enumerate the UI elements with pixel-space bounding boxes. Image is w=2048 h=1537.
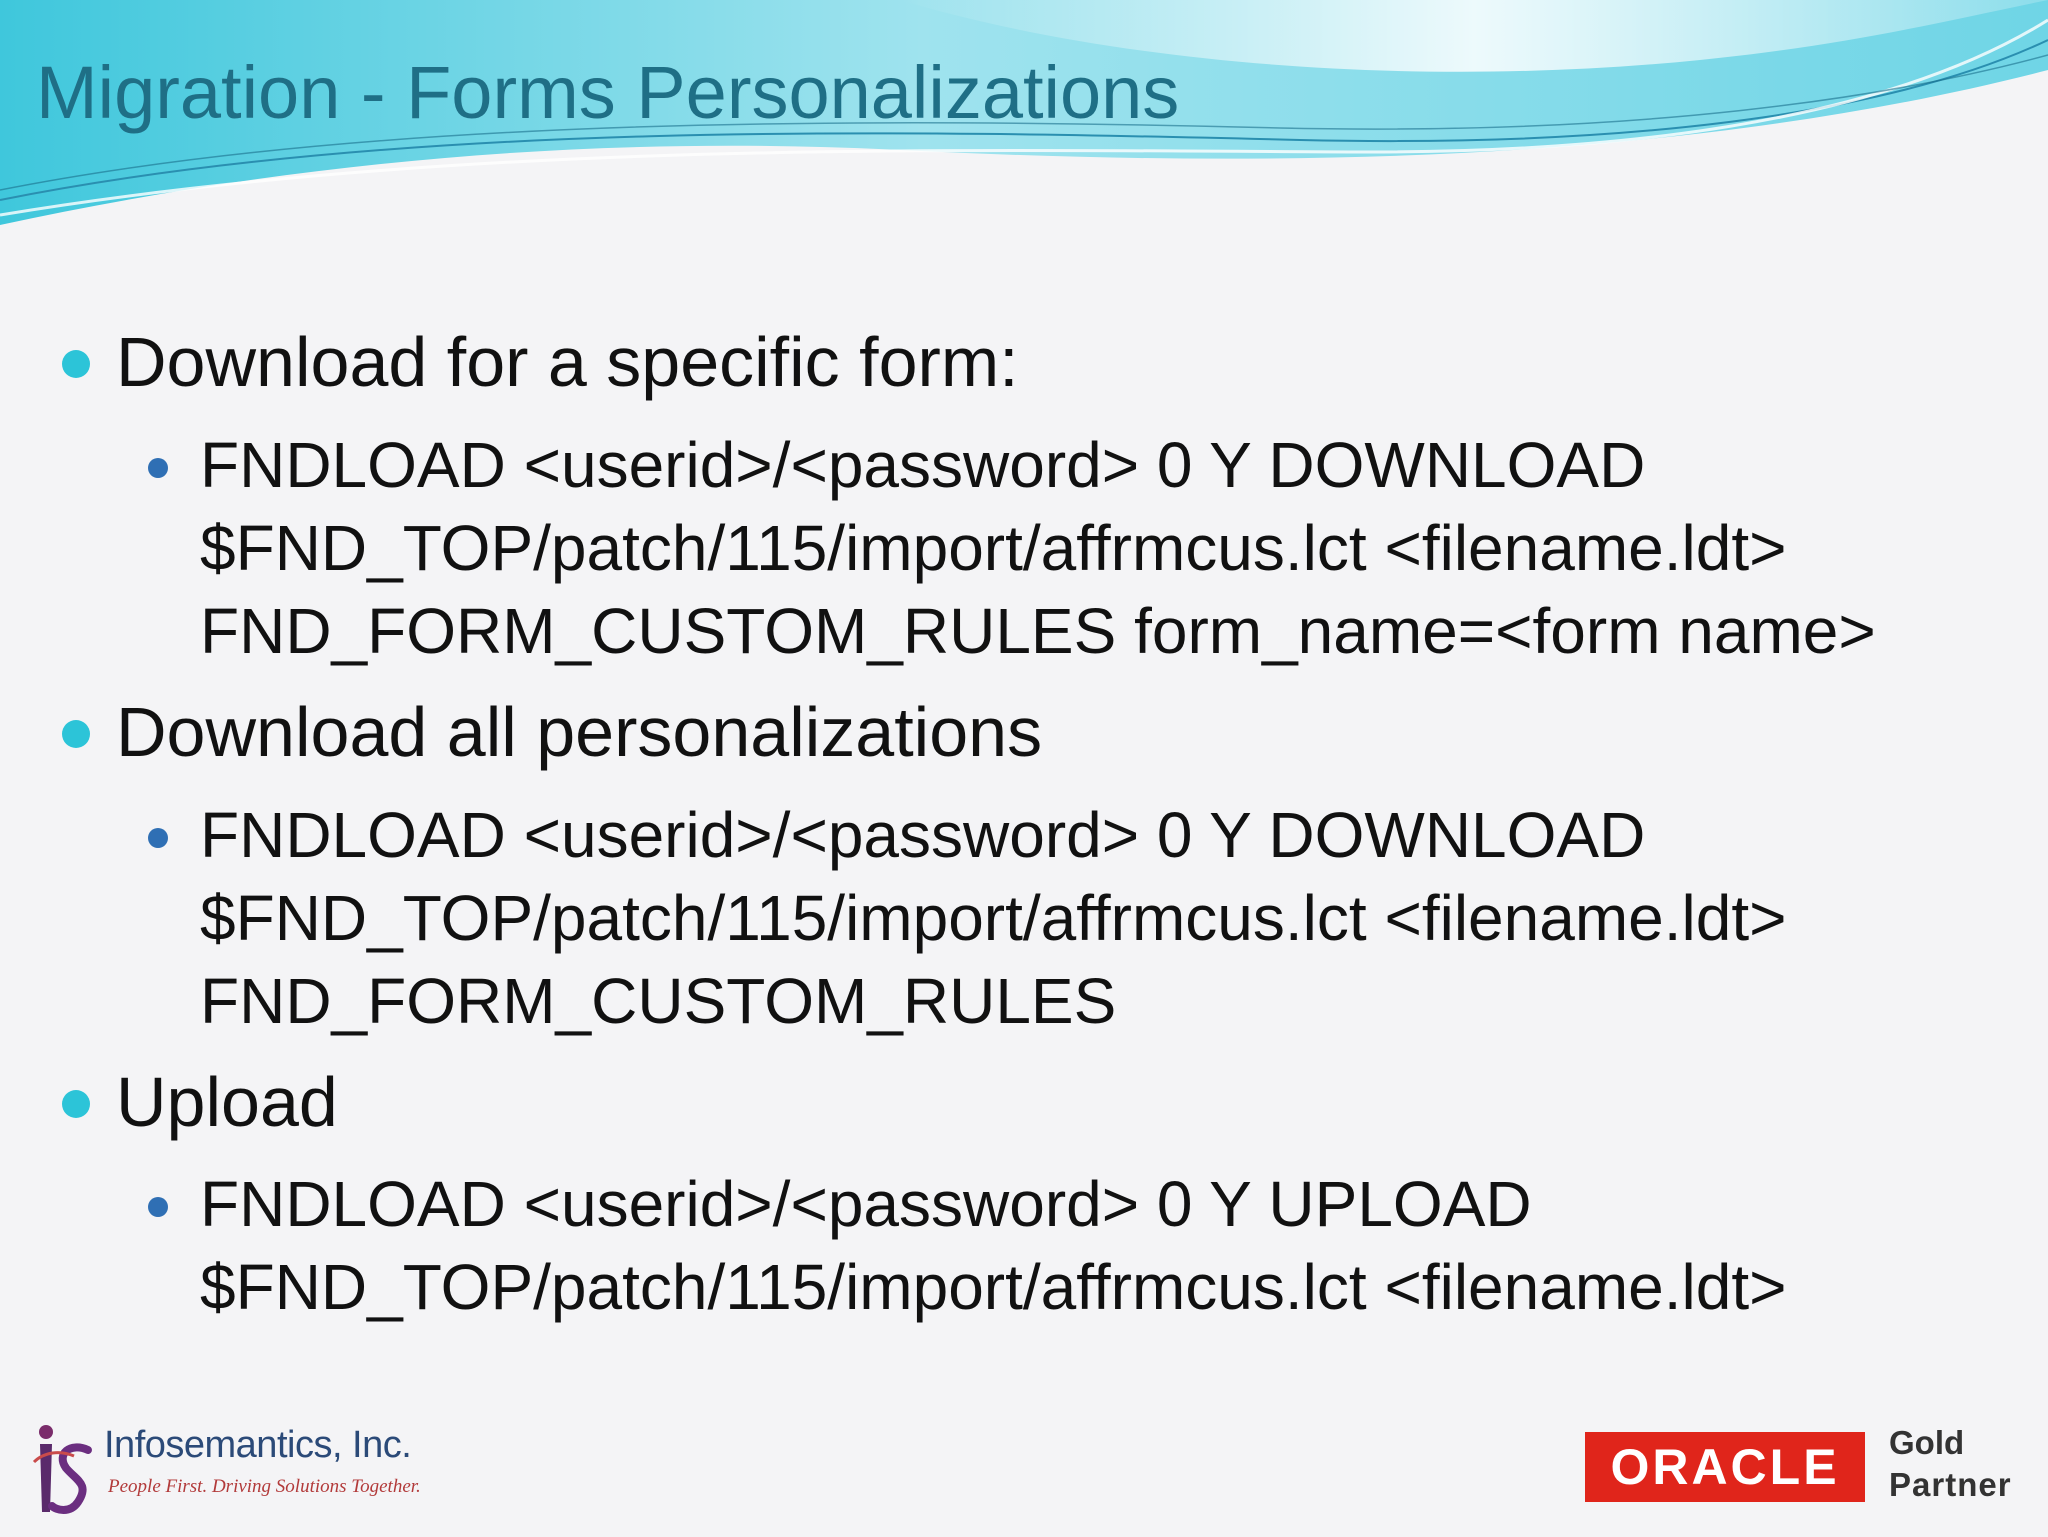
bullet-level2-command bbox=[200, 794, 1786, 1043]
bullet-level1-download-all bbox=[116, 692, 1042, 772]
command-line: FNDLOAD <userid>/<password> 0 Y DOWNLOAD bbox=[200, 429, 1646, 501]
slide-title: Migration - Forms Personalizations bbox=[36, 51, 1180, 134]
company-name: Infosemantics, Inc. bbox=[104, 1424, 412, 1466]
bullet-dot-icon bbox=[62, 720, 90, 748]
command-line: $FND_TOP/patch/115/import/affrmcus.lct <filename.ldt> bbox=[200, 882, 1787, 954]
bullet-level2-command bbox=[200, 1163, 1786, 1329]
command-line: FNDLOAD <userid>/<password> 0 Y DOWNLOAD bbox=[200, 799, 1646, 871]
partner-level: Gold bbox=[1889, 1424, 1965, 1461]
bullet-level2-command bbox=[200, 424, 1876, 673]
command-line: FND_FORM_CUSTOM_RULES bbox=[200, 965, 1117, 1037]
bullet-heading: Upload bbox=[116, 1063, 338, 1141]
bullet-dot-icon bbox=[62, 1090, 90, 1118]
oracle-logo-icon bbox=[1585, 1432, 1865, 1502]
bullet-level1-download-specific bbox=[116, 322, 1019, 402]
bullet-dot-icon bbox=[148, 458, 168, 478]
infosemantics-logo bbox=[24, 1404, 480, 1532]
command-line: $FND_TOP/patch/115/import/affrmcus.lct <filename.ldt> bbox=[200, 1251, 1787, 1323]
bullet-heading: Download for a specific form: bbox=[116, 323, 1019, 401]
partner-label: Partner bbox=[1889, 1466, 2012, 1503]
bullet-dot-icon bbox=[148, 1197, 168, 1217]
oracle-wordmark: ORACLE bbox=[1610, 1439, 1840, 1495]
bullet-dot-icon bbox=[62, 350, 90, 378]
command-line: FNDLOAD <userid>/<password> 0 Y UPLOAD bbox=[200, 1168, 1532, 1240]
bullet-heading: Download all personalizations bbox=[116, 693, 1043, 771]
company-tagline: People First. Driving Solutions Together. bbox=[108, 1476, 421, 1497]
bullet-level1-upload bbox=[116, 1062, 338, 1142]
infosemantics-logo-icon bbox=[30, 1422, 100, 1518]
bullet-dot-icon bbox=[148, 828, 168, 848]
command-line: $FND_TOP/patch/115/import/affrmcus.lct <filename.ldt> bbox=[200, 512, 1787, 584]
command-line: FND_FORM_CUSTOM_RULES form_name=<form name> bbox=[200, 595, 1876, 667]
